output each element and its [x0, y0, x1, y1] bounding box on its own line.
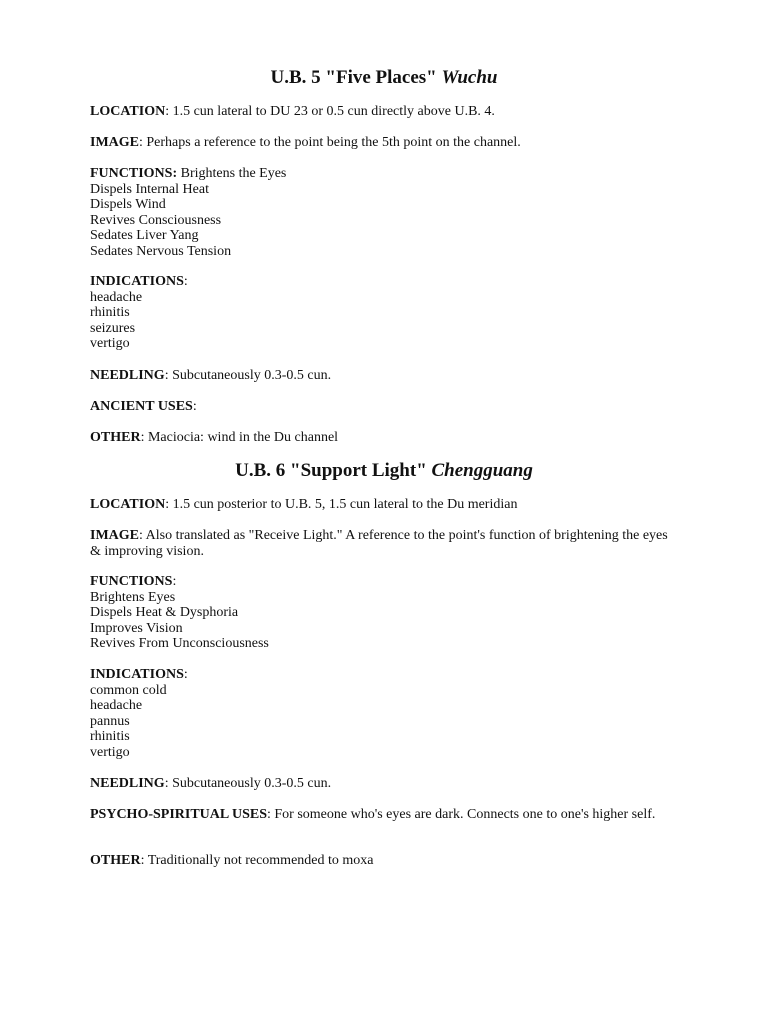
ancient-uses-label: ANCIENT USES [90, 399, 193, 414]
other-paragraph [90, 430, 672, 446]
indication-item: rhinitis [90, 305, 130, 321]
location-paragraph [90, 497, 672, 513]
indication-item: vertigo [90, 744, 130, 760]
functions-paragraph [90, 166, 672, 260]
functions-suffix: : [172, 574, 177, 589]
indications-label: INDICATIONS [90, 274, 184, 289]
image-text: : Also translated as "Receive Light." A reference to the point's function of brightening the eyes & improving vision. [90, 528, 668, 559]
section-title-ub6 [0, 460, 768, 482]
indication-item: common cold [90, 682, 167, 698]
indications-label: INDICATIONS [90, 667, 184, 682]
image-label: IMAGE [90, 528, 139, 543]
indications-suffix: : [183, 667, 188, 682]
title-main: U.B. 6 "Support Light" [235, 460, 427, 481]
indication-item: pannus [90, 713, 130, 729]
needling-label: NEEDLING [90, 776, 165, 791]
function-item: Sedates Nervous Tension [90, 243, 232, 259]
functions-paragraph [90, 574, 672, 652]
title-main: U.B. 5 "Five Places" [270, 67, 437, 88]
indication-item: vertigo [90, 336, 130, 352]
function-item: Brightens Eyes [90, 589, 176, 605]
indications-paragraph [90, 274, 672, 352]
indications-paragraph [90, 667, 672, 761]
function-item: Dispels Heat & Dysphoria [90, 605, 239, 621]
indication-item: rhinitis [90, 729, 130, 745]
function-item: Improves Vision [90, 620, 183, 636]
title-pinyin: Wuchu [441, 67, 498, 88]
image-label: IMAGE [90, 135, 139, 150]
functions-inline: Brightens the Eyes [177, 166, 287, 181]
indication-item: headache [90, 698, 143, 714]
location-label: LOCATION [90, 104, 166, 119]
other-paragraph [90, 853, 672, 869]
image-paragraph [90, 528, 672, 559]
title-pinyin: Chengguang [431, 460, 533, 481]
ancient-uses-text: : [192, 399, 197, 414]
location-text: : 1.5 cun posterior to U.B. 5, 1.5 cun lateral to the Du meridian [165, 497, 518, 512]
indication-item: seizures [90, 320, 136, 336]
function-item: Dispels Internal Heat [90, 181, 209, 197]
section-title-ub5 [0, 67, 768, 89]
psycho-spiritual-text: : For someone who's eyes are dark. Connects one to one's higher self. [267, 807, 656, 822]
other-text: : Maciocia: wind in the Du channel [140, 430, 339, 445]
image-text: : Perhaps a reference to the point being the 5th point on the channel. [139, 135, 521, 150]
other-label: OTHER [90, 853, 141, 868]
location-text: : 1.5 cun lateral to DU 23 or 0.5 cun directly above U.B. 4. [165, 104, 495, 119]
needling-text: : Subcutaneously 0.3-0.5 cun. [164, 368, 332, 383]
location-paragraph [90, 104, 672, 120]
indications-suffix: : [183, 274, 188, 289]
function-item: Sedates Liver Yang [90, 228, 199, 244]
needling-paragraph [90, 368, 672, 384]
psycho-spiritual-label: PSYCHO-SPIRITUAL USES [90, 807, 267, 822]
functions-label: FUNCTIONS [90, 574, 173, 589]
image-paragraph [90, 135, 672, 151]
ancient-uses-paragraph [90, 399, 672, 415]
location-label: LOCATION [90, 497, 166, 512]
function-item: Revives Consciousness [90, 212, 222, 228]
psycho-spiritual-paragraph [90, 807, 672, 823]
needling-label: NEEDLING [90, 368, 165, 383]
function-item: Dispels Wind [90, 197, 166, 213]
other-text: : Traditionally not recommended to moxa [140, 853, 374, 868]
other-label: OTHER [90, 430, 141, 445]
needling-text: : Subcutaneously 0.3-0.5 cun. [164, 776, 332, 791]
functions-label: FUNCTIONS: [90, 166, 178, 181]
indication-item: headache [90, 289, 143, 305]
function-item: Revives From Unconsciousness [90, 636, 269, 652]
needling-paragraph [90, 776, 672, 792]
